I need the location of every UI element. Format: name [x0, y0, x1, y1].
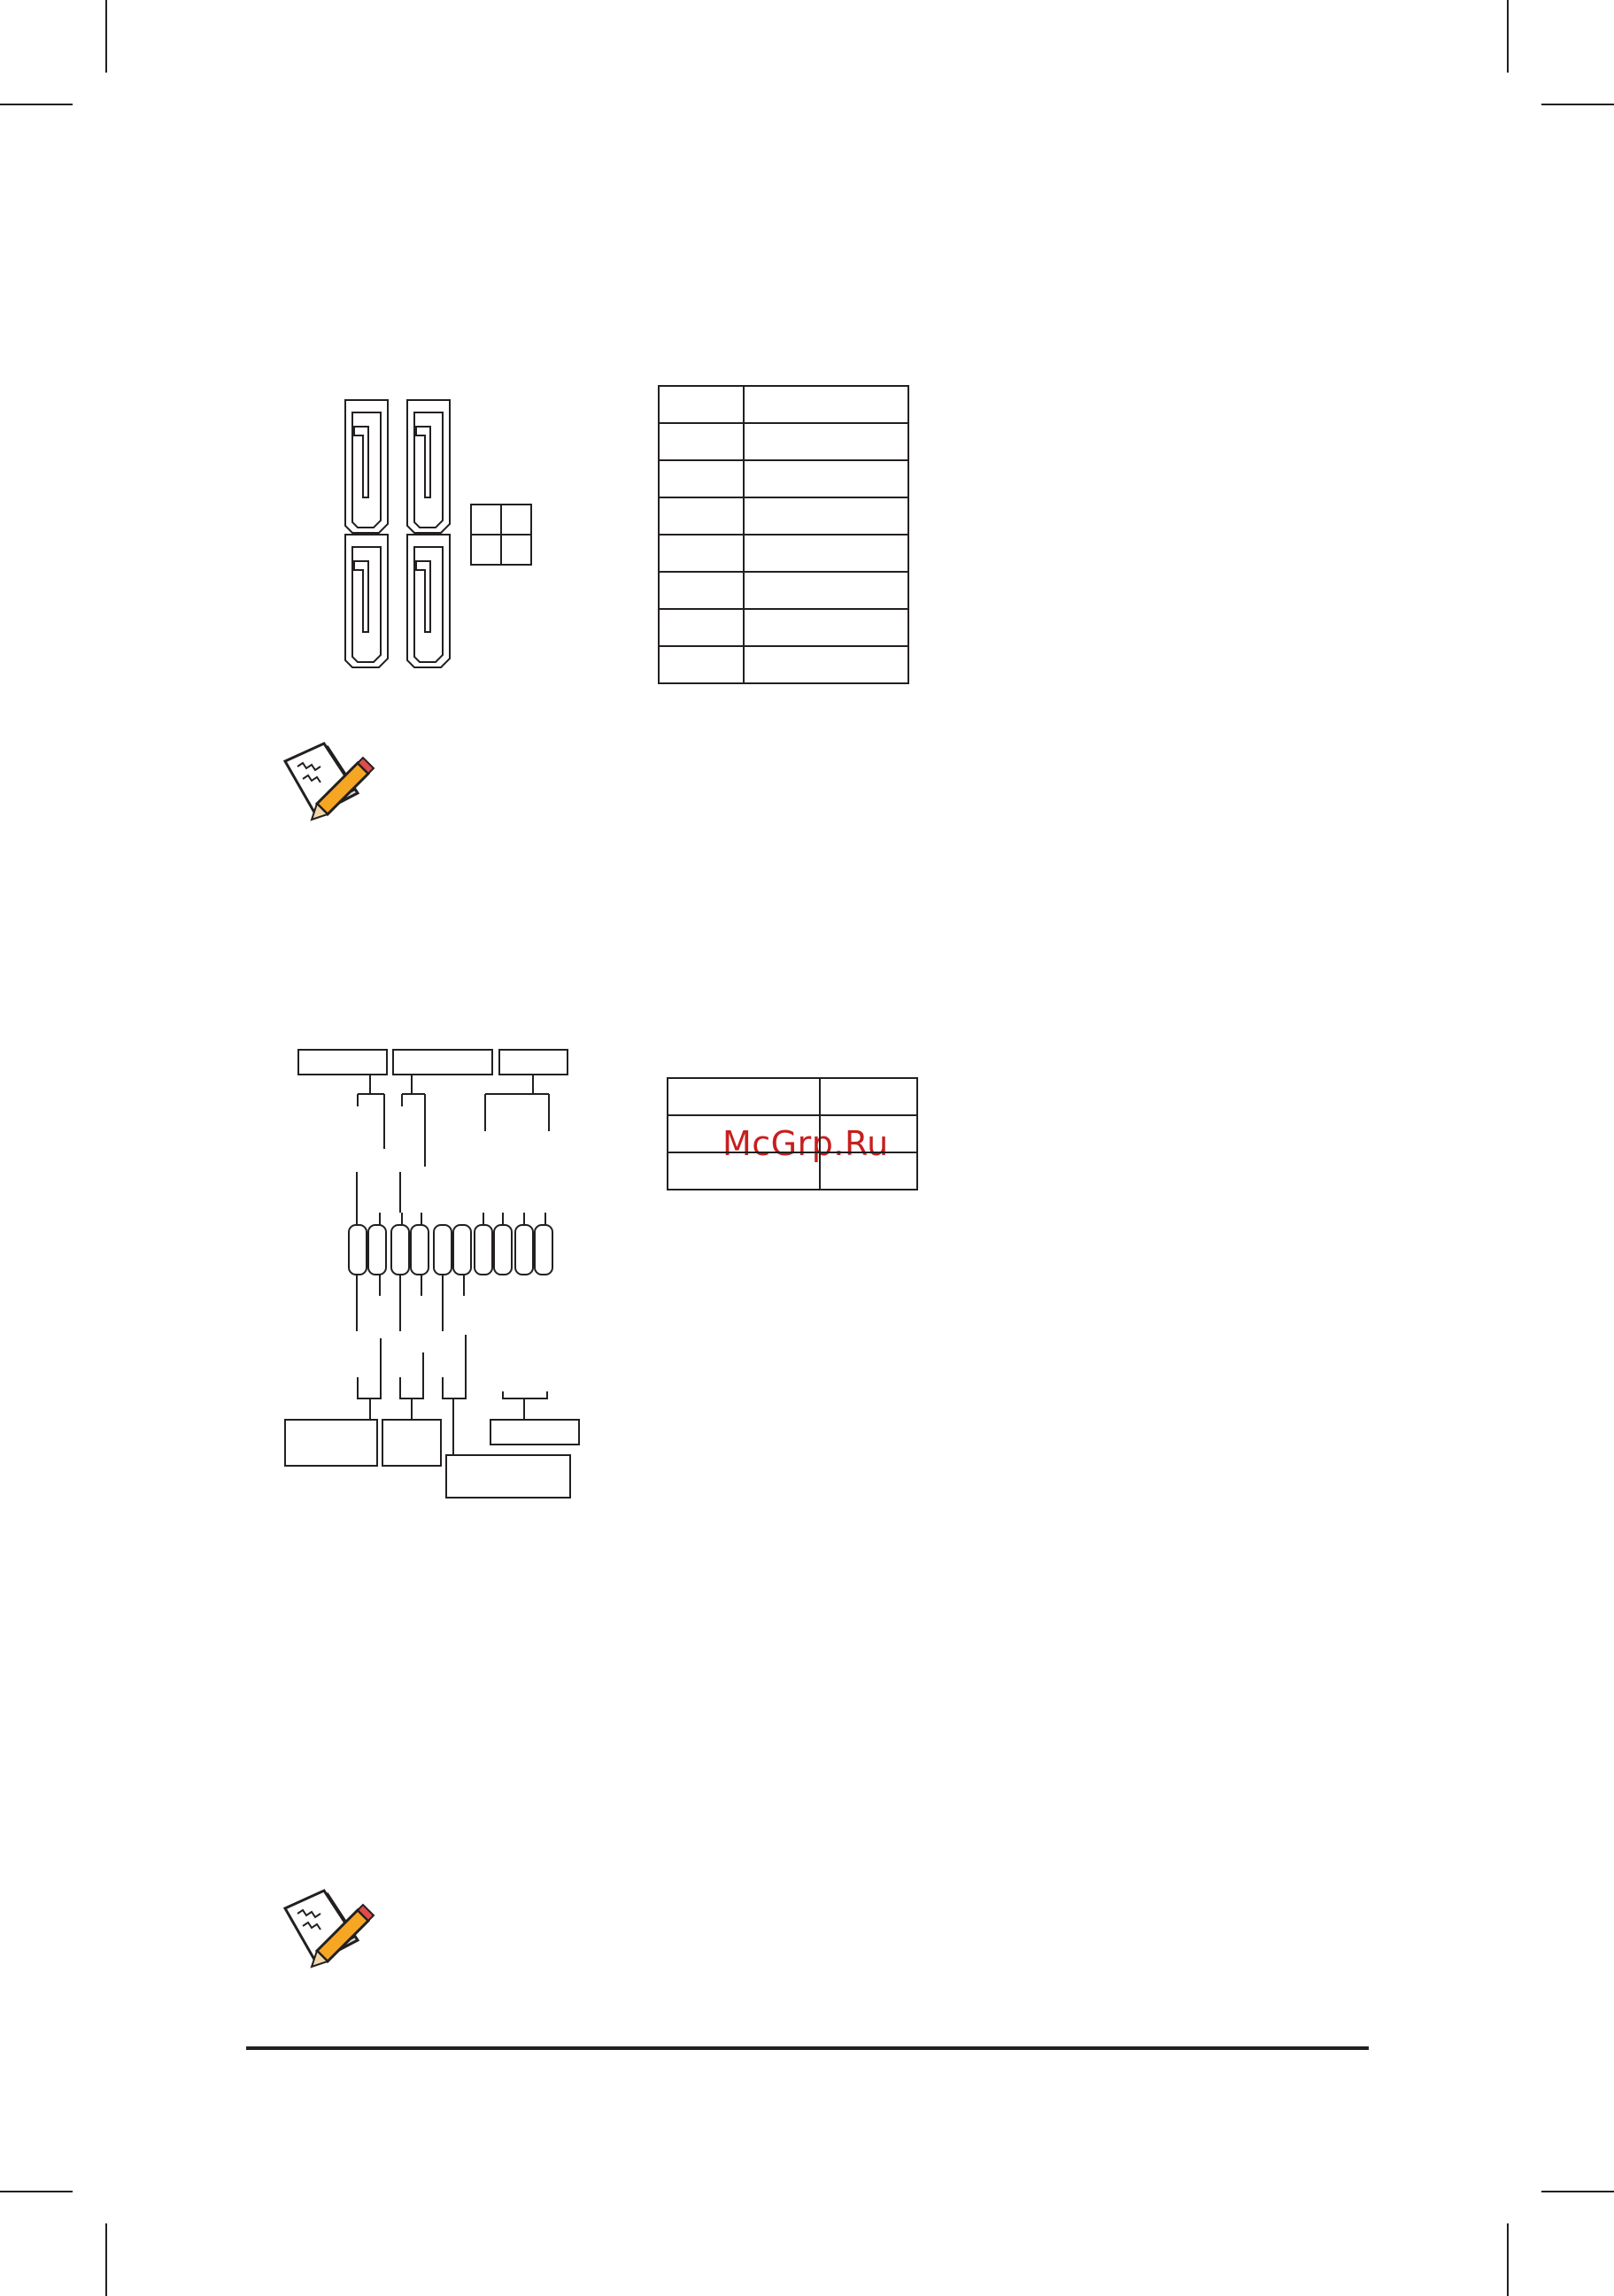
bottom-label-box-2: [382, 1420, 441, 1466]
sata-port-outline: [407, 400, 450, 533]
sata-port-outline: [345, 400, 388, 533]
header-pin-diagram: [285, 1050, 579, 1498]
watermark: McGrp.Ru: [722, 1124, 889, 1163]
pin-header: [349, 1225, 552, 1275]
sata-port-index-grid: [471, 505, 531, 565]
bottom-label-box-1: [285, 1420, 377, 1466]
bottom-label-box-4: [446, 1455, 570, 1498]
note-pencil-icon: [282, 740, 379, 828]
top-label-box-3: [499, 1050, 568, 1075]
sata-port-outline: [407, 535, 450, 667]
header-pin-table: [668, 1078, 917, 1190]
sata-pin-table: [659, 386, 908, 683]
sata-connector-diagram: [345, 400, 531, 667]
top-label-box-1: [298, 1050, 387, 1075]
top-label-box-2: [393, 1050, 492, 1075]
sata-port-outline: [345, 535, 388, 667]
bottom-label-box-3: [490, 1420, 579, 1445]
note-pencil-icon: [282, 1887, 379, 1976]
